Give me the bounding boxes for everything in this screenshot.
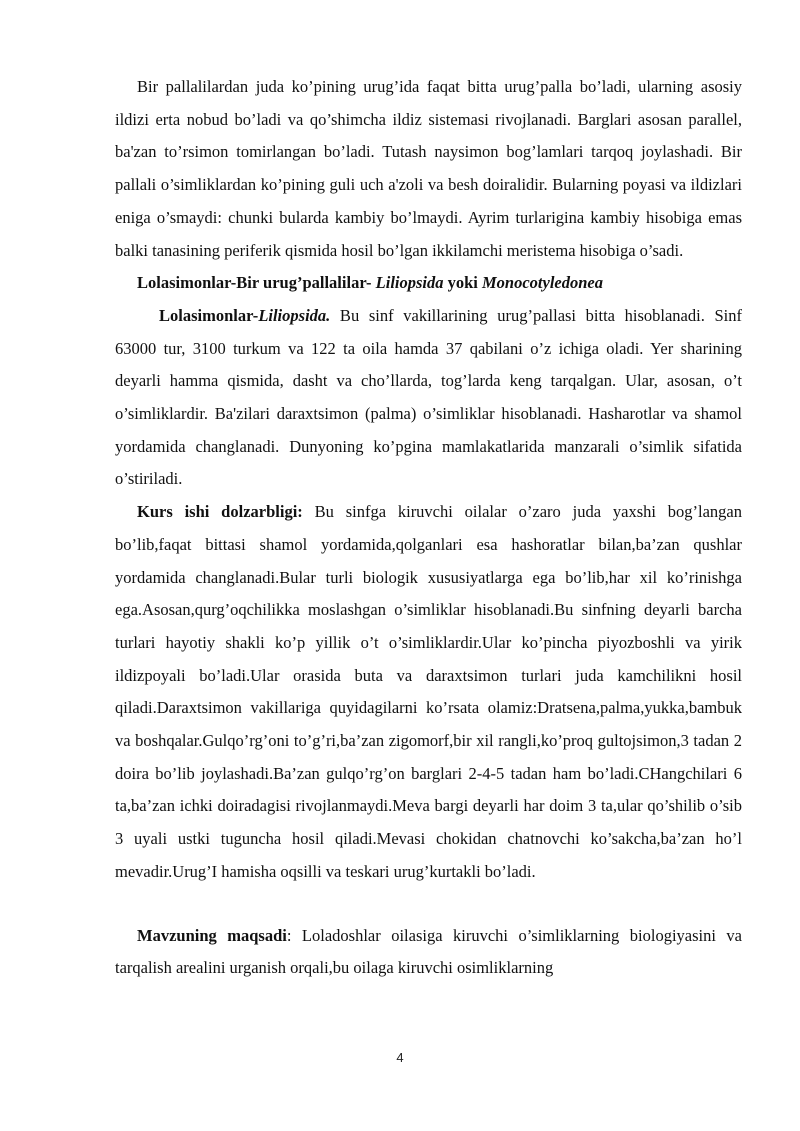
relevance-lead: Kurs ishi dolzarbligi:	[137, 502, 303, 522]
heading-liliopsida: Liliopsida	[375, 273, 444, 293]
liliopsida-lead-italic: Liliopsida.	[258, 305, 331, 325]
section-heading	[115, 267, 742, 300]
document-page	[115, 71, 742, 985]
relevance-text: Bu sinfga kiruvchi oilalar o’zaro juda yaxshi bog’langan bo’lib,faqat bittasi shamol yordamida,qolganlari esa hashoratlar bilan,ba’zan qushlar yordamida changlanadi.Bular turli biologik xususiyatlarga ega bo’lib,har xil ko’rinishga ega.Asosan,qurg’oqchilikka moslashgan o’simliklar hisoblanadi.Bu sinfning deyarli barcha turlari hayotiy shakli ko’p yillik o’t o’simliklardir.Ular ko’pincha piyozboshli va yirik ildizpoyali bo’ladi.Ular orasida buta va daraxtsimon turlari juda kamchilikni hosil qiladi.Daraxtsimon vakillariga quyidagilarni ko’rsata olamiz:Dratsena,palma,yukka,bambuk va boshqalar.Gulqo’rg’oni to’g’ri,ba’zan zigomorf,bir xil rangli,ko’proq gultojsimon,3 tadan 2 doira bo’lib joylashadi.Ba’zan gulqo’rg’on barglari 2-4-5 tadan ham bo’ladi.CHangchilari 6 ta,ba’zan ichki doiradagisi rivojlanmaydi.Meva bargi deyarli har doim 3 ta,ular qo’shilib o’sib 3 uyali ustki tuguncha hosil qiladi.Mevasi chokidan chatnovchi ko’sakcha,ba’zan ho’l mevadir.Urug’I hamisha oqsilli va teskari urug’kurtakli bo’ladi.	[115, 502, 743, 881]
goal-lead: Mavzuning maqsadi	[137, 925, 287, 945]
liliopsida-paragraph	[115, 300, 742, 496]
liliopsida-lead: Lolasimonlar-	[159, 305, 259, 325]
goal-text: Loladoshlar oilasiga kiruvchi o’simliklarning biologiyasini va tarqalish arealini urganish orqali,bu oilaga kiruvchi osimliklarning	[115, 925, 742, 978]
heading-part-1: Lolasimonlar-Bir urug’pallalilar-	[137, 273, 376, 293]
goal-colon: :	[286, 925, 292, 945]
intro-paragraph	[115, 71, 742, 267]
liliopsida-text: Bu sinf vakillarining urug’pallasi bitta hisoblanadi. Sinf 63000 tur, 3100 turkum va 122 ta oila hamda 37 qabilani o’z ichiga oladi. Yer sharining deyarli hamma qismida, dasht va cho’llarda, tog’larda keng tarqalgan. Ular, asosan, o’t o’simliklardir. Ba'zilari daraxtsimon (palma) o’simliklar hisoblanadi. Hasharotlar va shamol yordamida changlanadi. Dunyoning ko’pgina mamlakatlarida manzarali o’simlik sifatida o’stiriladi.	[115, 305, 742, 489]
relevance-paragraph	[115, 496, 742, 888]
page-number: 4	[396, 1050, 404, 1065]
paragraph-gap	[115, 889, 742, 920]
heading-monocotyledonea: Monocotyledonea	[482, 273, 604, 293]
intro-text: Bir pallalilardan juda ko’pining urug’ida faqat bitta urug’palla bo’ladi, ularning asosiy ildizi erta nobud bo’ladi va qo’shimcha ildiz sistemasi rivojlanadi. Barglari asosan parallel, ba'zan to’rsimon tomirlangan bo’ladi. Tutash naysimon bog’lamlari tarqoq joylashadi. Bir pallali o’simliklardan ko’pining guli uch a'zoli va besh doiralidir. Bularning poyasi va ildizlari eniga o’smaydi: chunki bularda kambiy bo’lmaydi. Ayrim turlarigina kambiy hisobiga emas balki tanasining periferik qismida hosil bo’lgan ikkilamchi meristema hisobiga o’sadi.	[115, 77, 742, 260]
heading-part-3: yoki	[443, 273, 483, 293]
goal-paragraph	[115, 920, 742, 985]
